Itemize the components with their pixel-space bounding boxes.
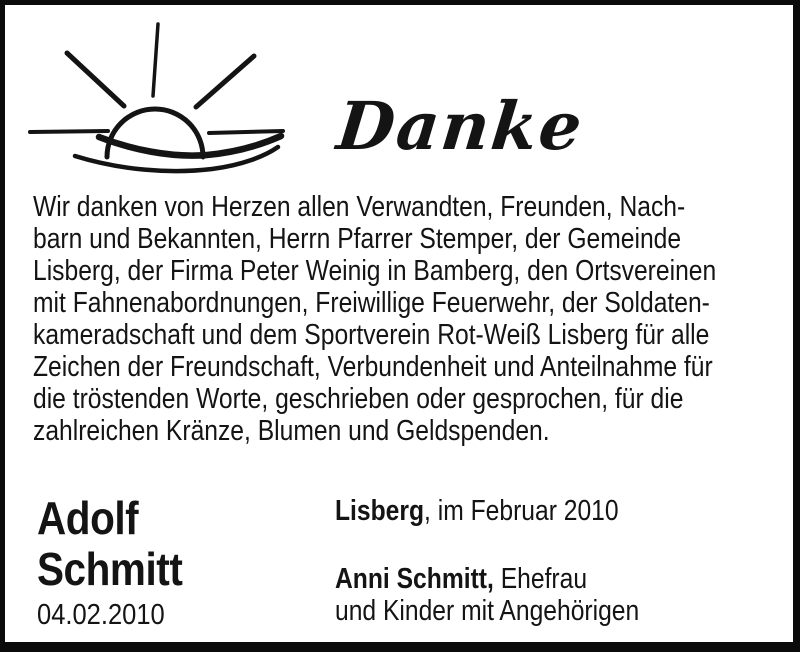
- thanks-line: die tröstenden Worte, geschrieben oder gesprochen, für die: [33, 383, 684, 415]
- closing-block: [335, 495, 639, 627]
- thanks-line: barn und Bekannten, Herrn Pfarrer Stemper, der Gemeinde: [33, 223, 682, 255]
- deceased-name-block: [37, 493, 182, 631]
- signature-block: [335, 563, 639, 627]
- closing-place: Lisberg: [335, 495, 425, 527]
- thanks-line: Zeichen der Freundschaft, Verbundenheit und Anteilnahme für: [33, 351, 713, 383]
- deceased-last-name: Schmitt: [37, 543, 183, 595]
- thanks-line: mit Fahnenabordnungen, Freiwillige Feuerwehr, der Soldaten-: [33, 287, 710, 319]
- signature-line-2: und Kinder mit Angehörigen: [335, 595, 640, 627]
- deceased-first-name: Adolf: [37, 492, 139, 544]
- closing-place-date: , im Februar 2010: [424, 495, 619, 527]
- death-date: 04.02.2010: [37, 599, 165, 631]
- thanks-paragraph: [33, 191, 798, 447]
- thanks-line: Wir danken von Herzen allen Verwandten, Freunden, Nach-: [33, 191, 686, 223]
- rising-sun-over-water-icon: [23, 15, 295, 177]
- thanks-line: kameradschaft und dem Sportverein Rot-Weiß Lisberg für alle: [33, 319, 710, 351]
- thanks-line: Lisberg, der Firma Peter Weinig in Bamberg, den Ortsvereinen: [33, 255, 717, 287]
- signature-name: Anni Schmitt,: [335, 563, 494, 595]
- closing-place-line: [335, 495, 639, 527]
- danke-script-heading: Danke: [333, 87, 588, 165]
- signature-role: Ehefrau: [493, 563, 588, 595]
- thanks-line: zahlreichen Kränze, Blumen und Geldspenden.: [33, 415, 550, 447]
- signature-line-1: [335, 563, 639, 595]
